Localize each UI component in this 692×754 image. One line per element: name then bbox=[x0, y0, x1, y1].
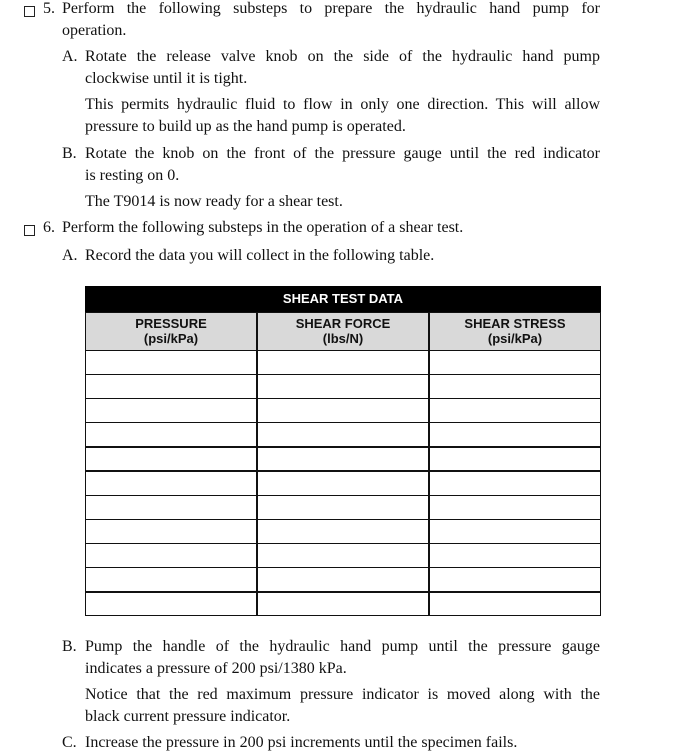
step5a-text-line1: Rotate the release valve knob on the side of the hydraulic hand pump bbox=[85, 48, 600, 65]
step6c-letter: C. bbox=[62, 734, 77, 751]
row-divider bbox=[85, 446, 601, 447]
row-divider bbox=[85, 398, 601, 399]
column-name: SHEAR STRESS bbox=[464, 316, 566, 331]
table-cell[interactable] bbox=[89, 426, 253, 444]
shear-test-table bbox=[85, 286, 601, 616]
table-cell[interactable] bbox=[261, 353, 425, 371]
table-cell[interactable] bbox=[261, 595, 425, 613]
row-divider bbox=[85, 543, 601, 544]
step6-text-line1: Perform the following substeps in the operation of a shear test. bbox=[62, 219, 464, 236]
table-cell[interactable] bbox=[433, 546, 597, 564]
row-divider bbox=[85, 422, 601, 423]
table-cell[interactable] bbox=[433, 474, 597, 492]
step5a-note-line2: pressure to build up as the hand pump is operated. bbox=[85, 118, 406, 135]
step6b-note-line2: black current pressure indicator. bbox=[85, 708, 291, 725]
table-cell[interactable] bbox=[261, 474, 425, 492]
table-cell[interactable] bbox=[89, 450, 253, 468]
step6-checkbox[interactable] bbox=[24, 225, 35, 236]
column-divider bbox=[256, 312, 258, 616]
step6b-text-line2: indicates a pressure of 200 psi/1380 kPa. bbox=[85, 660, 347, 677]
table-cell[interactable] bbox=[261, 498, 425, 516]
table-cell[interactable] bbox=[433, 498, 597, 516]
table-cell[interactable] bbox=[89, 546, 253, 564]
step5b-note-line1: The T9014 is now ready for a shear test. bbox=[85, 193, 343, 210]
table-title: SHEAR TEST DATA bbox=[85, 286, 601, 312]
step6b-text-line1: Pump the handle of the hydraulic hand pump until the pressure gauge bbox=[85, 638, 600, 655]
row-divider bbox=[85, 470, 601, 471]
column-name: PRESSURE bbox=[135, 316, 207, 331]
table-cell[interactable] bbox=[261, 571, 425, 589]
column-divider bbox=[428, 312, 430, 616]
table-cell[interactable] bbox=[261, 401, 425, 419]
table-cell[interactable] bbox=[433, 450, 597, 468]
table-cell[interactable] bbox=[433, 522, 597, 540]
table-cell[interactable] bbox=[89, 571, 253, 589]
table-cell[interactable] bbox=[261, 546, 425, 564]
step6b-letter: B. bbox=[62, 638, 77, 655]
step5-text-line1: Perform the following substeps to prepare the hydraulic hand pump for bbox=[62, 0, 600, 17]
column-unit: (lbs/N) bbox=[322, 331, 364, 346]
step5b-text-line2: is resting on 0. bbox=[85, 167, 180, 184]
step5a-letter: A. bbox=[62, 48, 78, 65]
table-cell[interactable] bbox=[89, 377, 253, 395]
step5b-letter: B. bbox=[62, 145, 77, 162]
table-cell[interactable] bbox=[261, 377, 425, 395]
table-cell[interactable] bbox=[433, 426, 597, 444]
table-cell[interactable] bbox=[261, 522, 425, 540]
row-divider bbox=[85, 591, 601, 592]
table-cell[interactable] bbox=[89, 595, 253, 613]
row-divider bbox=[85, 567, 601, 568]
step6b-note-line1: Notice that the red maximum pressure indicator is moved along with the bbox=[85, 686, 600, 703]
table-cell[interactable] bbox=[261, 426, 425, 444]
table-cell[interactable] bbox=[89, 474, 253, 492]
step5-text-line2: operation. bbox=[62, 22, 127, 39]
row-divider bbox=[85, 350, 601, 351]
column-unit: (psi/kPa) bbox=[143, 331, 199, 346]
table-cell[interactable] bbox=[89, 498, 253, 516]
step5a-note-line1: This permits hydraulic fluid to flow in only one direction. This will allow bbox=[85, 96, 600, 113]
table-cell[interactable] bbox=[433, 571, 597, 589]
step5b-text-line1: Rotate the knob on the front of the pressure gauge until the red indicator bbox=[85, 145, 600, 162]
step5-number: 5. bbox=[43, 0, 55, 17]
step6a-letter: A. bbox=[62, 247, 78, 264]
table-cell[interactable] bbox=[89, 353, 253, 371]
table-cell[interactable] bbox=[433, 377, 597, 395]
table-cell[interactable] bbox=[89, 522, 253, 540]
row-divider bbox=[85, 495, 601, 496]
step5a-text-line2: clockwise until it is tight. bbox=[85, 70, 248, 87]
table-cell[interactable] bbox=[433, 353, 597, 371]
step6a-text-line1: Record the data you will collect in the following table. bbox=[85, 247, 435, 264]
step6-number: 6. bbox=[43, 219, 55, 236]
table-cell[interactable] bbox=[433, 595, 597, 613]
column-name: SHEAR FORCE bbox=[295, 316, 391, 331]
row-divider bbox=[85, 519, 601, 520]
row-divider bbox=[85, 374, 601, 375]
table-cell[interactable] bbox=[261, 450, 425, 468]
table-cell[interactable] bbox=[433, 401, 597, 419]
step5-checkbox[interactable] bbox=[24, 6, 35, 17]
step6c-text-line1: Increase the pressure in 200 psi increments until the specimen fails. bbox=[85, 734, 518, 751]
column-unit: (psi/kPa) bbox=[487, 331, 543, 346]
table-cell[interactable] bbox=[89, 401, 253, 419]
